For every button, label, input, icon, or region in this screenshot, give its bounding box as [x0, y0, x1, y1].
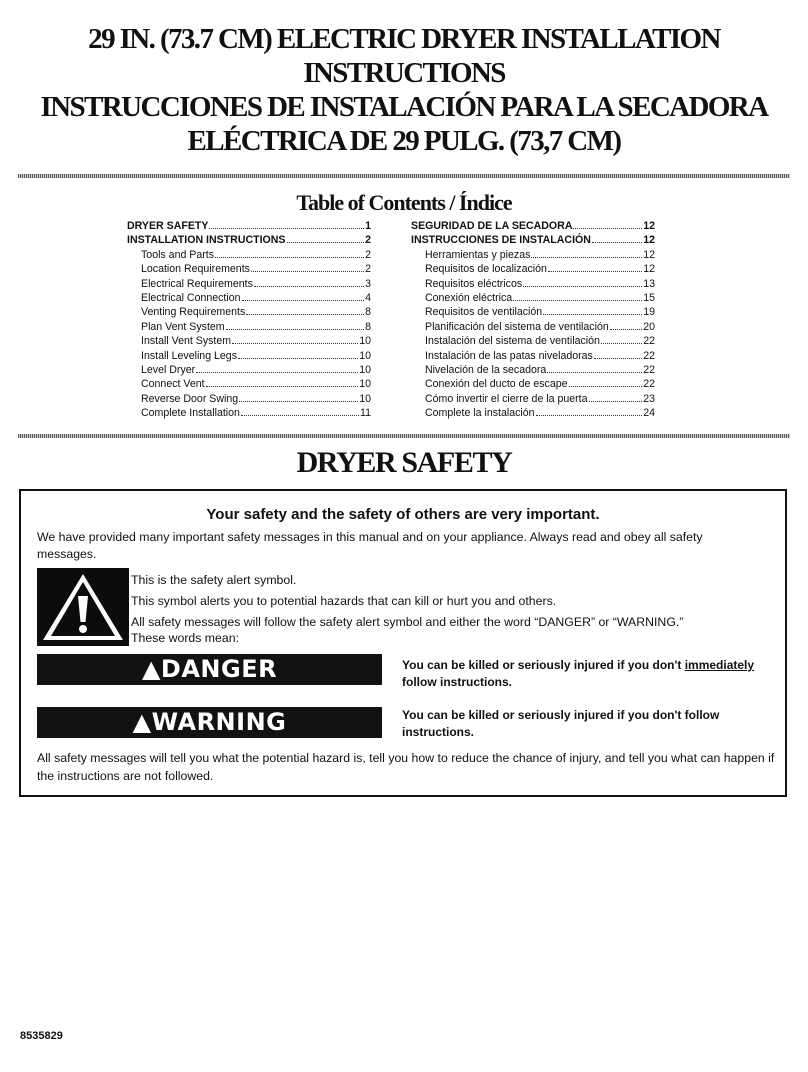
toc-entry	[411, 219, 655, 233]
toc-leader-dots	[287, 242, 365, 243]
toc-entry	[127, 305, 371, 319]
toc-entry	[127, 219, 371, 233]
toc-entry-page: 3	[365, 277, 371, 290]
divider-rule	[18, 174, 790, 178]
toc-entry-page: 8	[365, 320, 371, 333]
divider-rule	[18, 434, 790, 438]
toc-entry	[411, 277, 655, 291]
safety-box	[19, 489, 787, 797]
toc-entry-page: 2	[365, 234, 371, 247]
danger-text-start: You can be killed or seriously injured if you don't	[402, 658, 685, 672]
toc-leader-dots	[513, 300, 642, 301]
toc-entry	[127, 277, 371, 291]
toc-entry-label: Conexión eléctrica	[425, 291, 513, 304]
toc-entry-page: 12	[643, 248, 655, 261]
toc-entry	[411, 320, 655, 334]
toc-entry	[127, 377, 371, 391]
toc-entry-label: Connect Vent	[141, 378, 205, 391]
warning-text: You can be killed or seriously injured if you don't follow instructions.	[402, 708, 720, 739]
toc-entry	[127, 248, 371, 262]
toc-leader-dots	[589, 401, 643, 402]
toc-leader-dots	[548, 271, 642, 272]
danger-text-emphasis: immediately	[684, 658, 755, 672]
toc-entry-label: Conexión del ducto de escape	[425, 378, 568, 391]
title-line: 29 IN. (73.7 CM) ELECTRIC DRYER INSTALLATION	[88, 23, 720, 55]
toc-entry-page: 1	[365, 220, 371, 232]
toc-leader-dots	[251, 271, 364, 272]
toc-leader-dots	[543, 314, 642, 315]
toc-entry-page: 22	[643, 363, 655, 376]
toc-entry-page: 2	[365, 263, 371, 276]
toc-entry	[411, 291, 655, 305]
toc-entry	[127, 262, 371, 276]
toc-entry-label: Complete la instalación	[425, 407, 535, 420]
warning-label: WARNING	[151, 708, 287, 736]
toc-leader-dots	[239, 401, 358, 402]
toc-entry-page: 15	[643, 291, 655, 304]
toc-entry-page: 10	[359, 349, 371, 362]
toc-entry	[411, 363, 655, 377]
toc-spanish-column	[411, 219, 655, 420]
alert-line: This symbol alerts you to potential hazards that can kill or hurt you and others.	[131, 594, 557, 608]
toc-entry-label: Requisitos de ventilación	[425, 306, 543, 319]
toc-entry	[411, 406, 655, 420]
toc-entry-label: Complete Installation	[141, 407, 240, 420]
toc-entry	[411, 349, 655, 363]
warning-triangle-icon	[37, 568, 129, 646]
toc-entry-label: DRYER SAFETY	[127, 220, 209, 232]
title-line: INSTRUCCIONES DE INSTALACIÓN PARA LA SECADORA	[40, 91, 768, 123]
alert-icon: ▲	[132, 708, 152, 736]
toc-entry	[411, 334, 655, 348]
toc-entry-label: Requisitos de localización	[425, 263, 547, 276]
toc-leader-dots	[246, 314, 364, 315]
toc-entry	[411, 233, 655, 247]
toc-english-column	[127, 219, 371, 420]
toc-entry-page: 8	[365, 306, 371, 319]
toc-entry	[127, 392, 371, 406]
toc-entry-page: 12	[643, 263, 655, 276]
toc-leader-dots	[226, 329, 364, 330]
toc-entry-page: 12	[643, 220, 655, 232]
toc-leader-dots	[241, 415, 359, 416]
toc-entry	[127, 334, 371, 348]
toc-entry-page: 22	[643, 378, 655, 391]
danger-signal-bar	[37, 654, 382, 685]
toc-entry-label: Install Vent System	[141, 335, 232, 348]
toc-entry	[127, 233, 371, 247]
toc-entry	[411, 248, 655, 262]
warning-signal-bar	[37, 707, 382, 738]
toc-entry-page: 10	[359, 335, 371, 348]
toc-leader-dots	[232, 343, 358, 344]
alert-icon: ▲	[141, 655, 161, 683]
toc-entry-page: 13	[643, 277, 655, 290]
toc-entry-label: Planificación del sistema de ventilación	[425, 320, 609, 333]
toc-leader-dots	[196, 372, 358, 373]
toc-entry-label: Instalación de las patas niveladoras	[425, 349, 593, 362]
toc-entry-page: 10	[359, 392, 371, 405]
toc-entry	[127, 291, 371, 305]
toc-entry-page: 11	[360, 407, 371, 420]
toc-entry-label: Location Requirements	[141, 263, 250, 276]
document-number: 8535829	[20, 1030, 63, 1042]
safety-heading: Your safety and the safety of others are very important.	[206, 506, 600, 523]
danger-label: DANGER	[160, 655, 278, 683]
toc-leader-dots	[531, 257, 642, 258]
toc-leader-dots	[573, 228, 642, 229]
toc-leader-dots	[601, 343, 642, 344]
safety-intro: We have provided many important safety messages in this manual and on your appliance. Always read and obey all safety messages.	[37, 530, 703, 561]
toc-entry-label: Level Dryer	[141, 363, 196, 376]
toc-entry-page: 10	[359, 363, 371, 376]
toc-entry-label: Electrical Requirements	[141, 277, 253, 290]
section-title: DRYER SAFETY	[296, 446, 512, 479]
toc-entry-page: 22	[643, 335, 655, 348]
toc-entry-page: 2	[365, 248, 371, 261]
toc-entry-label: Tools and Parts	[141, 248, 215, 261]
toc-entry-label: INSTRUCCIONES DE INSTALACIÓN	[411, 234, 591, 247]
toc-leader-dots	[547, 372, 642, 373]
toc-entry-label: Herramientas y piezas	[425, 248, 531, 261]
toc-leader-dots	[242, 300, 365, 301]
toc-entry-page: 19	[643, 306, 655, 319]
toc-entry-label: Install Leveling Legs	[141, 349, 237, 362]
toc-leader-dots	[238, 358, 358, 359]
toc-entry-label: SEGURIDAD DE LA SECADORA	[411, 220, 573, 232]
alert-line: All safety messages will follow the safety alert symbol and either the word “DANGER” or “WARNING.” These words mean:	[131, 615, 684, 645]
toc-entry	[127, 320, 371, 334]
toc-entry-label: INSTALLATION INSTRUCTIONS	[127, 234, 286, 247]
toc-entry-label: Reverse Door Swing	[141, 392, 239, 405]
toc-entry-label: Instalación del sistema de ventilación	[425, 335, 600, 348]
toc-entry-page: 10	[359, 378, 371, 391]
toc-leader-dots	[594, 358, 642, 359]
toc-entry-label: Electrical Connection	[141, 291, 241, 304]
toc-leader-dots	[209, 228, 364, 229]
toc-entry-page: 20	[643, 320, 655, 333]
danger-text	[402, 657, 782, 691]
toc-leader-dots	[206, 386, 359, 387]
danger-text-end: follow instructions.	[402, 675, 512, 689]
toc-entry	[127, 349, 371, 363]
toc-leader-dots	[592, 242, 642, 243]
toc-leader-dots	[254, 286, 364, 287]
toc-leader-dots	[569, 386, 643, 387]
safety-closing: All safety messages will tell you what the potential hazard is, tell you how to reduce the chance of injury, and tell you what can happen if the instructions are not followed.	[37, 751, 775, 783]
toc-entry-page: 4	[365, 291, 371, 304]
toc-entry	[411, 392, 655, 406]
toc-leader-dots	[536, 415, 643, 416]
toc-entry-page: 24	[643, 407, 655, 420]
toc-entry-page: 12	[643, 234, 655, 247]
toc-entry-label: Plan Vent System	[141, 320, 225, 333]
toc-entry	[411, 377, 655, 391]
toc-heading: Table of Contents / Índice	[296, 190, 512, 215]
title-line: ELÉCTRICA DE 29 PULG. (73,7 CM)	[187, 125, 621, 157]
toc-leader-dots	[523, 286, 642, 287]
toc-leader-dots	[215, 257, 364, 258]
toc-entry	[411, 262, 655, 276]
toc-entry	[127, 363, 371, 377]
toc-entry-label: Nivelación de la secadora	[425, 363, 547, 376]
alert-line: This is the safety alert symbol.	[131, 573, 297, 587]
toc-entry-label: Requisitos eléctricos	[425, 277, 523, 290]
title-line: INSTRUCTIONS	[303, 57, 505, 89]
toc-leader-dots	[610, 329, 642, 330]
toc-entry-label: Cómo invertir el cierre de la puerta	[425, 392, 588, 405]
toc-entry-page: 22	[643, 349, 655, 362]
toc-entry	[127, 406, 371, 420]
toc-entry	[411, 305, 655, 319]
document-title	[0, 22, 808, 158]
toc-entry-label: Venting Requirements	[141, 306, 246, 319]
toc-entry-page: 23	[643, 392, 655, 405]
